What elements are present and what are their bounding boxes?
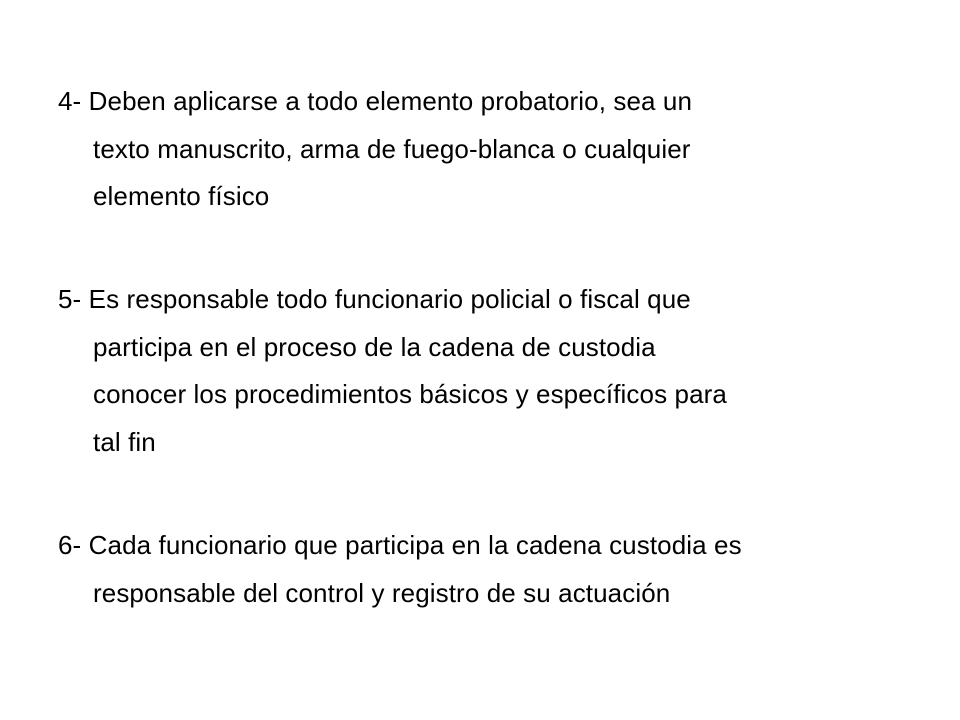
item-5-line-1: 5- Es responsable todo funcionario policial o fiscal que — [58, 284, 691, 314]
item-6-line-1: 6- Cada funcionario que participa en la cadena custodia es — [58, 530, 742, 560]
item-5-line-2: participa en el proceso de la cadena de custodia — [93, 331, 656, 362]
item-4-line-3: elemento físico — [93, 181, 270, 211]
item-5-line-4: tal fin — [93, 426, 156, 457]
list-item-6 — [58, 522, 918, 617]
list-item-5 — [58, 276, 918, 466]
item-6-line-2: responsable del control y registro de su actuación — [93, 577, 671, 608]
item-4-line-2: texto manuscrito, arma de fuego-blanca o cualquier — [93, 133, 691, 164]
item-5-line-3: conocer los procedimientos básicos y específicos para — [93, 379, 727, 409]
list-item-4 — [58, 78, 918, 221]
item-4-line-1: 4- Deben aplicarse a todo elemento probatorio, sea un — [58, 86, 693, 116]
